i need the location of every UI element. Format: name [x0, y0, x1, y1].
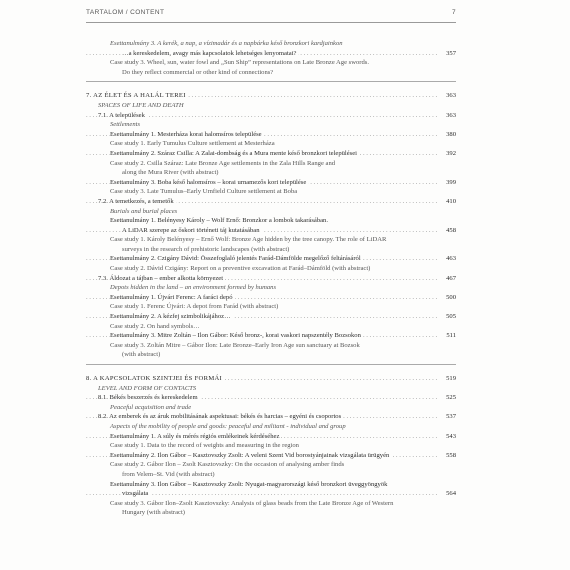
toc-entry[interactable] — [86, 226, 456, 236]
toc-entry[interactable] — [86, 312, 456, 322]
toc-entry-title: Burials and burial places — [110, 207, 178, 215]
toc-entry[interactable] — [86, 274, 456, 284]
toc-page-number: 410 — [446, 197, 456, 205]
toc-entry — [86, 508, 456, 518]
toc-entry-title: Esettanulmány 3. Mitre Zoltán – Ilon Gábor: Késő bronz-, korai vaskori napszentély Bozsokon — [110, 332, 361, 340]
toc-entry — [86, 168, 456, 178]
toc-entry — [86, 350, 456, 360]
toc-page-number: 564 — [446, 490, 456, 498]
toc-entry-title: along the Mura River (with abstract) — [122, 169, 219, 177]
toc-entry-title: Esettanulmány 2. Czigány Dávid: Összefoglaló jelentés Farád-Dámfölde megelőző feltárásáról — [110, 255, 361, 263]
toc-entry-title: 8.1. Békés beszerzés és kereskedelem — [98, 394, 198, 402]
toc-entry — [86, 216, 456, 226]
toc-entry — [86, 101, 456, 111]
toc-entry-title: Settlements — [110, 121, 141, 129]
toc-entry-title: Case study 2. Dávid Czigány: Report on a preventive excavation at Farád–Dámföld (with abstract) — [110, 265, 371, 273]
toc-entry-title: 7.2. A temetkezés, a temetők — [98, 197, 174, 205]
toc-entry — [86, 245, 456, 255]
toc-entry — [86, 403, 456, 413]
section-divider — [86, 81, 456, 82]
toc-entry-title: SPACES OF LIFE AND DEATH — [98, 101, 184, 109]
toc-page-number: 543 — [446, 432, 456, 440]
toc-page-number: 525 — [446, 394, 456, 402]
toc-page-number: 399 — [446, 178, 456, 186]
toc-entry — [86, 499, 456, 509]
toc-entry-title: LEVEL AND FORM OF CONTACTS — [98, 384, 197, 392]
toc-entry — [86, 159, 456, 169]
toc-entry — [86, 139, 456, 149]
toc-entry — [86, 120, 456, 130]
toc-entry-title: Esettanulmány 2. A kézfej szimbolikájához… — [110, 313, 231, 321]
toc-entry-title: vizsgálata — [122, 490, 149, 498]
toc-entry-title: Case study 2. Gábor Ilon – Zsolt Kasztovszky: On the occasion of analysing amber finds — [110, 461, 345, 469]
toc-entry-title: from Velem–St. Vid (with abstract) — [122, 470, 215, 478]
toc-entry-title: Esettanulmány 3. Ilon Gábor – Kasztovszky Zsolt: Nyugat-magyarországi késő bronzkori üveggyöngyök — [110, 480, 388, 488]
toc-entry-title: (with abstract) — [122, 351, 161, 359]
toc-entry[interactable] — [86, 149, 456, 159]
toc-entry — [86, 207, 456, 217]
toc-entry-title: 7. AZ ÉLET ÉS A HALÁL TEREI — [86, 92, 186, 100]
toc-entry[interactable] — [86, 331, 456, 341]
toc-entry — [86, 68, 456, 78]
toc-entry-title: Depots hidden in the land – an environment formed by humans — [110, 284, 277, 292]
toc-entry[interactable] — [86, 130, 456, 140]
toc-entry[interactable] — [86, 178, 456, 188]
toc-entry-title: 7.3. Áldozat a tájban – ember alkotta környezet — [98, 274, 224, 282]
toc-entry[interactable] — [86, 111, 456, 121]
toc-entry — [86, 384, 456, 394]
toc-page-number: 463 — [446, 255, 456, 263]
toc-entry-title: Aspects of the mobility of people and goods: peaceful and militant - individual and group — [110, 422, 346, 430]
toc-entry-title: 7.1. A települések — [98, 111, 145, 119]
toc-entry-title: A LiDAR szerepe az őskori történeti táj kutatásában — [122, 226, 260, 234]
toc-entry-title: 8.2. Az emberek és az áruk mobilitásának aspektusai: békés és harcias – egyéni és csoportos — [98, 413, 342, 421]
toc-entry — [86, 322, 456, 332]
toc-entry-title: Esettanulmány 2. Száraz Csilla: A Zalai-dombság és a Mura mente késő bronzkori települései — [110, 149, 358, 157]
toc-entry — [86, 302, 456, 312]
section-divider — [86, 364, 456, 365]
toc-entry-title: surveys in the research of prehistoric landscapes (with abstract) — [122, 245, 290, 253]
toc-entry — [86, 460, 456, 470]
toc-entry — [86, 470, 456, 480]
toc-entry-title: Case study 2. Csilla Száraz: Late Bronze Age settlements in the Zala Hills Range and — [110, 159, 336, 167]
toc-entry-title: Case study 1. Data to the record of weights and measuring in the region — [110, 442, 299, 450]
toc-page-number: 537 — [446, 413, 456, 421]
toc-entry-title: Case study 3. Late Tumulus–Early Urnfield Culture settlement at Boba — [110, 188, 298, 196]
toc-page-number: 363 — [446, 92, 456, 100]
toc-entry-title: Esettanulmány 1. Újvári Ferenc: A faráci depó — [110, 293, 233, 301]
toc-page-number: 363 — [446, 111, 456, 119]
toc-page-number: 458 — [446, 226, 456, 234]
toc-entry — [86, 58, 456, 68]
toc-entry[interactable] — [86, 197, 456, 207]
toc-entry-title: Esettanulmány 1. Mesterháza korai halomsíros települése — [110, 130, 262, 138]
toc-page-number: 511 — [446, 332, 456, 340]
table-of-contents — [86, 39, 456, 518]
toc-entry-title: 8. A KAPCSOLATOK SZINTJEI ÉS FORMÁI — [86, 375, 223, 382]
toc-entry-title: Esettanulmány 1. Belényesy Károly – Wolf Ernő: Bronzkor a lombok takarásában. — [110, 217, 328, 225]
toc-entry — [86, 480, 456, 490]
toc-page-number: 392 — [446, 149, 456, 157]
toc-entry-title: Do they reflect commercial or other kind of connections? — [122, 68, 274, 76]
toc-entry-title: Case study 2. On hand symbols… — [110, 322, 200, 330]
toc-entry-title: Case study 3. Gábor Ilon–Zsolt Kasztovszky: Analysis of glass beads from the Late Bronze Age of Western — [110, 499, 394, 507]
header-title: TARTALOM / CONTENT — [86, 9, 165, 16]
toc-entry — [86, 235, 456, 245]
toc-page-number: 558 — [446, 451, 456, 459]
toc-entry-title: Esettanulmány 1. A súly és mérés régiós emlékeinek kérdéséhez — [110, 432, 280, 440]
toc-entry-title: Case study 1. Ferenc Újvári: A depot from Farád (with abstract) — [110, 303, 279, 311]
header-page-number: 7 — [451, 9, 456, 16]
toc-entry[interactable] — [86, 49, 456, 59]
toc-page-number: 380 — [446, 130, 456, 138]
toc-entry-title: Case study 1. Károly Belényesy – Ernő Wolf: Bronze Age hidden by the tree canopy. The role of LiDAR — [110, 236, 387, 244]
toc-entry[interactable] — [86, 489, 456, 499]
toc-entry-title: Peaceful acquisition and trade — [110, 403, 192, 411]
toc-entry — [86, 264, 456, 274]
toc-entry-title: …a kereskedelem, avagy más kapcsolatok lehetséges lenyomatai? — [122, 49, 297, 57]
toc-entry — [86, 441, 456, 451]
toc-entry — [86, 341, 456, 351]
toc-entry[interactable] — [86, 412, 456, 422]
toc-page-number: 519 — [446, 375, 456, 382]
toc-page-number: 505 — [446, 313, 456, 321]
toc-entry-title: Case study 3. Zoltán Mitre – Gábor Ilon: Late Bronze–Early Iron Age sun sanctuary at Bozsok — [110, 341, 360, 349]
toc-entry-title: Case study 1. Early Tumulus Culture settlement at Mesterháza — [110, 140, 275, 148]
toc-entry[interactable] — [86, 393, 456, 403]
toc-entry-title: Esettanulmány 3. Boba késő halomsíros – korai urnamezős kori települése — [110, 178, 307, 186]
running-header — [86, 9, 456, 23]
toc-entry-title: Hungary (with abstract) — [122, 509, 185, 517]
toc-entry-title: Case study 3. Wheel, sun, water fowl and „Sun Ship” representations on Late Bronze Age swords. — [110, 59, 369, 67]
toc-entry — [86, 39, 456, 49]
toc-entry[interactable] — [86, 293, 456, 303]
toc-chapter-entry[interactable] — [86, 374, 456, 384]
toc-page-number: 467 — [446, 274, 456, 282]
header-rule — [86, 22, 456, 23]
toc-entry-title: Esettanulmány 3. A kerék, a nap, a vízimadár és a napbárka késő bronzkori kardjainkon — [110, 40, 343, 47]
toc-chapter-entry[interactable] — [86, 91, 456, 101]
toc-page-number: 500 — [446, 293, 456, 301]
toc-entry-title: Esettanulmány 2. Ilon Gábor – Kasztovszky Zsolt: A veleni Szent Vid borostyánjainak vizsgálata ürügyén — [110, 451, 390, 459]
toc-entry — [86, 283, 456, 293]
toc-page-number: 357 — [446, 49, 456, 57]
toc-entry — [86, 187, 456, 197]
toc-entry[interactable] — [86, 254, 456, 264]
toc-entry[interactable] — [86, 432, 456, 442]
toc-entry — [86, 422, 456, 432]
toc-entry[interactable] — [86, 451, 456, 461]
